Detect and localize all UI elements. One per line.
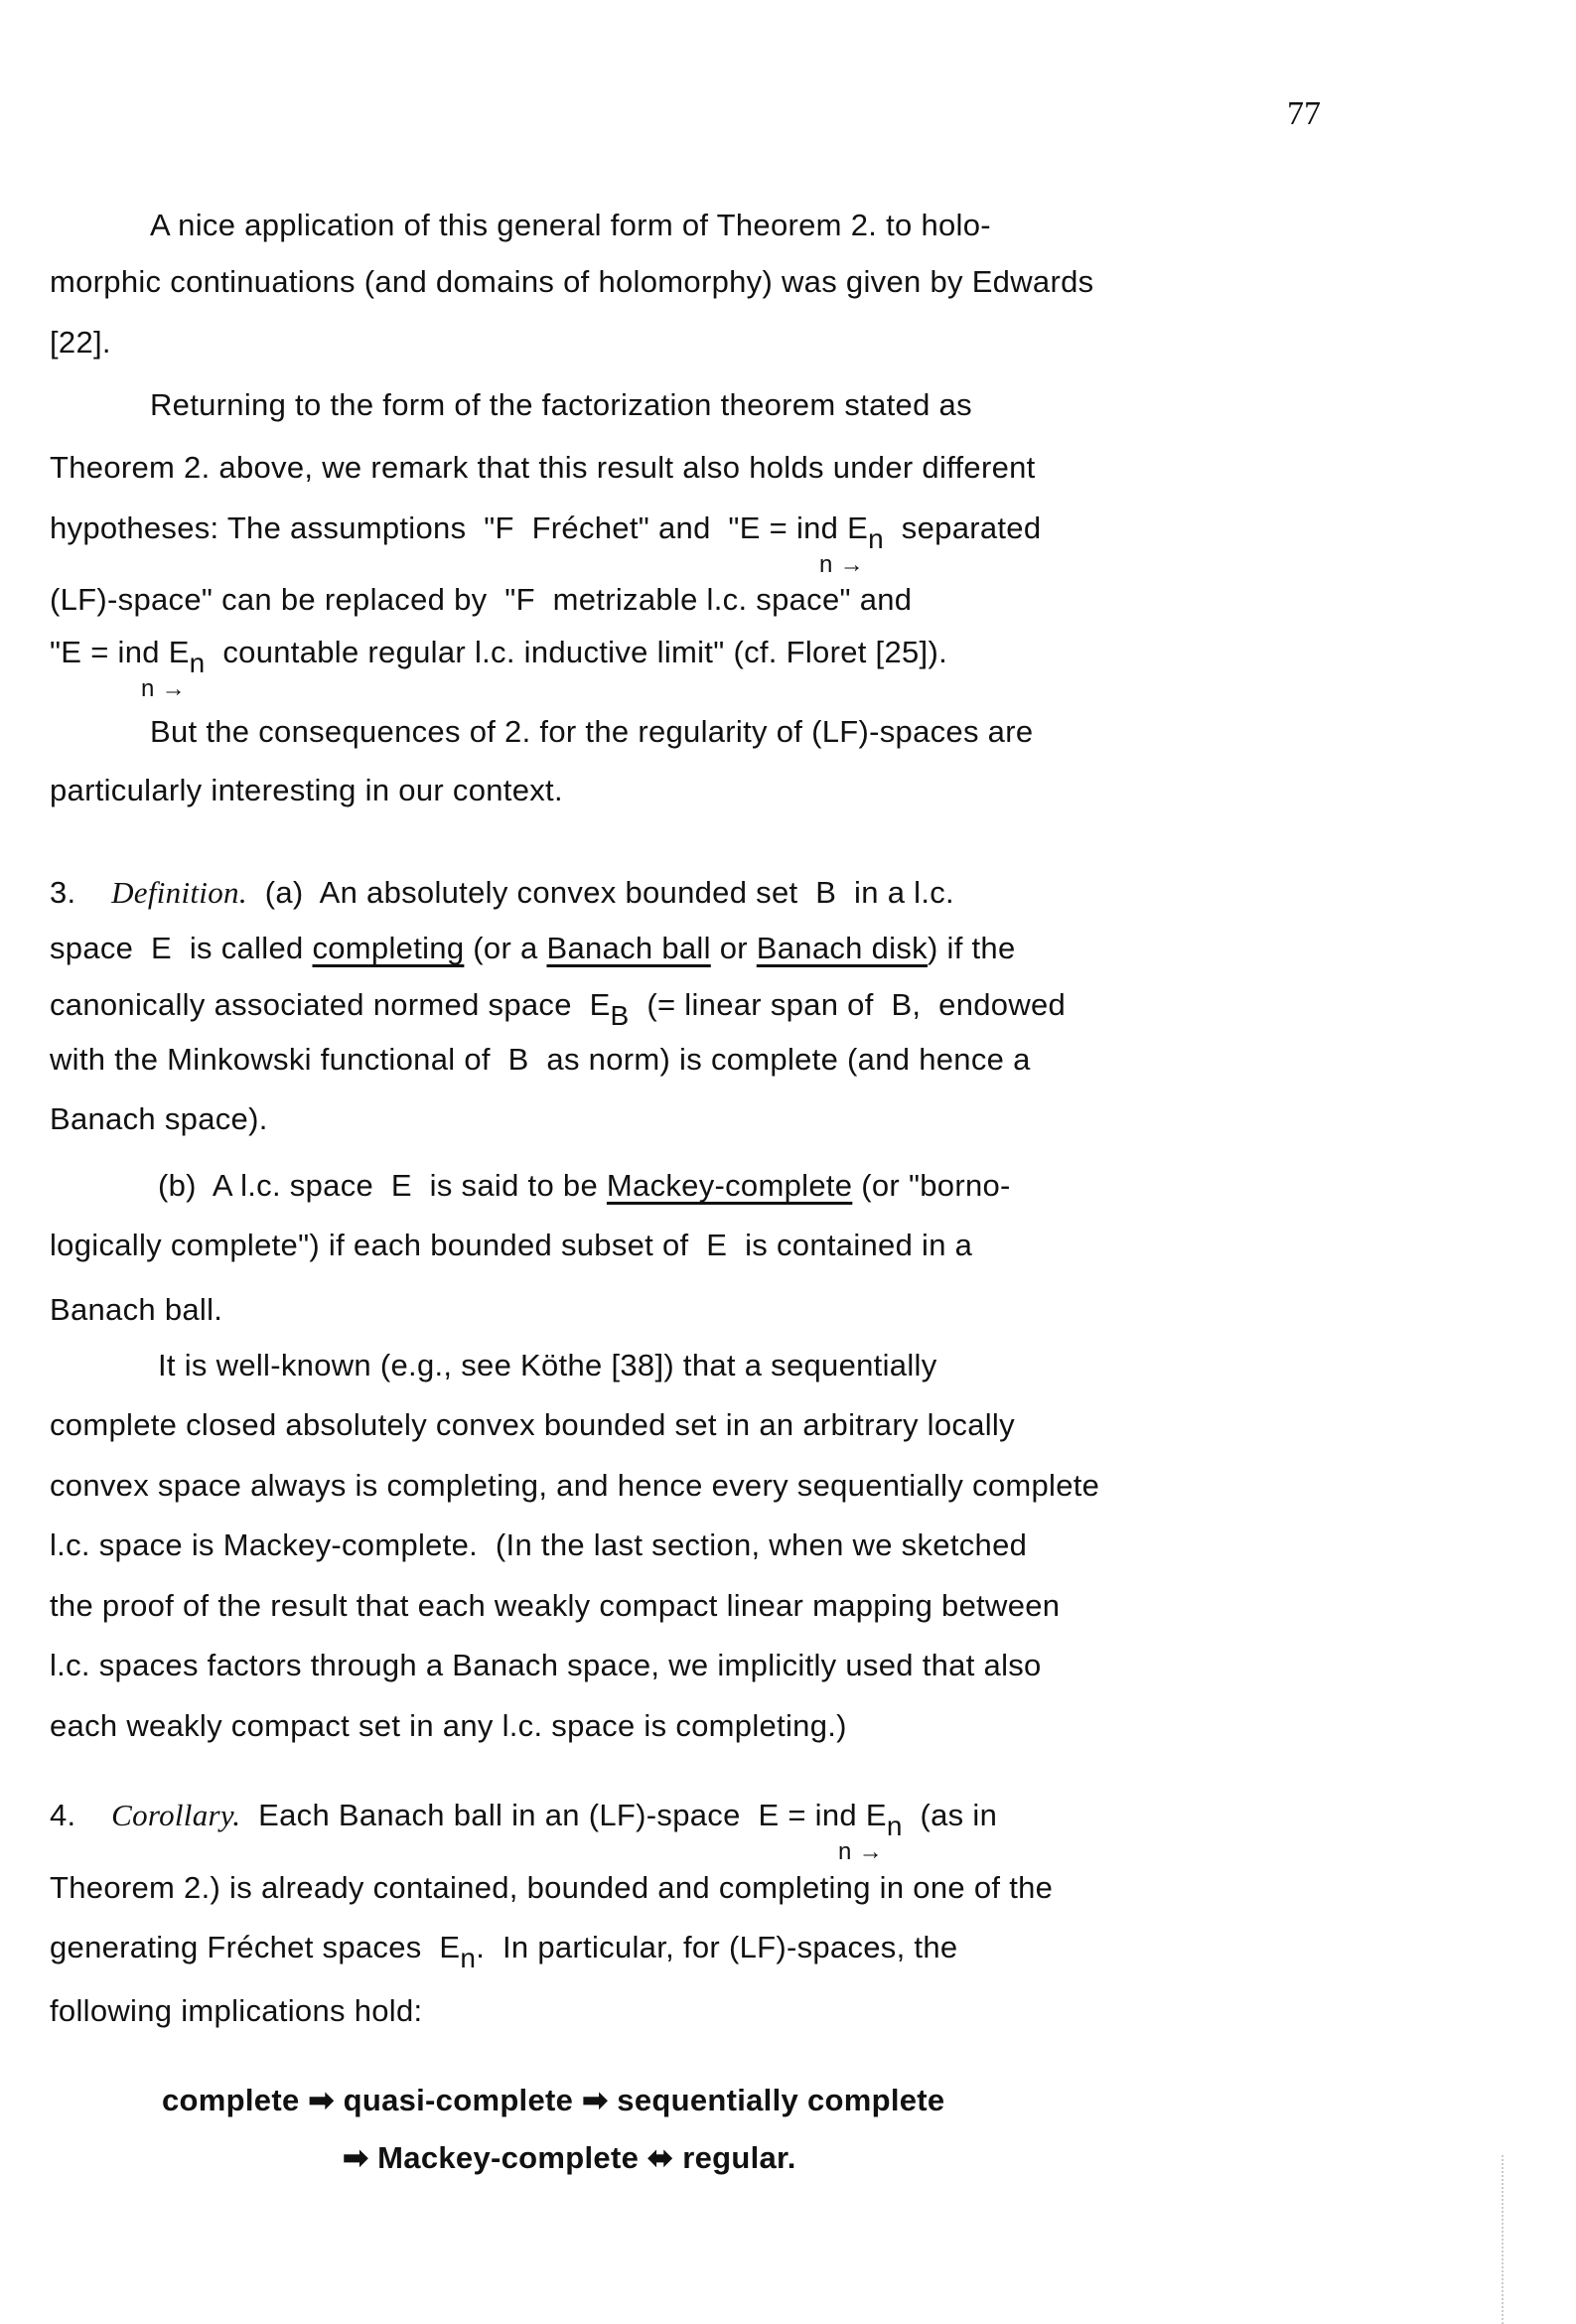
- limit-subscript: n →: [838, 1838, 883, 1865]
- text-segment: Banach ball.: [50, 1292, 223, 1327]
- text-segment: (= linear span of B, endowed: [629, 987, 1067, 1022]
- text-segment: particularly interesting in our context.: [50, 773, 563, 807]
- text-segment: countable regular l.c. inductive limit" (cf. Floret [25]).: [205, 635, 947, 669]
- text-segment: generating Fréchet spaces E: [50, 1930, 461, 1964]
- text-segment: ) if the: [927, 931, 1016, 965]
- section-heading: Definition.: [111, 875, 247, 910]
- text-line: [50, 510, 1042, 578]
- text-segment: l.c. space is Mackey-complete. (In the last section, when we sketched: [50, 1527, 1028, 1562]
- text-line: [50, 635, 947, 702]
- text-segment: logically complete") if each bounded subset of E is contained in a: [50, 1228, 973, 1262]
- text-line: [50, 325, 111, 361]
- text-line: [50, 1228, 972, 1263]
- text-segment: Banach space).: [50, 1101, 268, 1136]
- text-segment: (LF)-space" can be replaced by "F metrizable l.c. space" and: [50, 582, 913, 617]
- text-segment: . In particular, for (LF)-spaces, the: [476, 1930, 958, 1964]
- defined-term: completing: [312, 931, 465, 965]
- text-segment: (or a: [464, 931, 547, 965]
- text-segment: complete closed absolutely convex bounded set in an arbitrary locally: [50, 1407, 1015, 1442]
- text-segment: 4.: [50, 1798, 112, 1832]
- text-line: [50, 1870, 1053, 1906]
- defined-term: Banach disk: [756, 931, 928, 965]
- text-line: [50, 1930, 958, 1973]
- text-segment: canonically associated normed space E: [50, 987, 611, 1022]
- text-segment: the proof of the result that each weakly compact linear mapping between: [50, 1588, 1061, 1623]
- text-line: [50, 1798, 998, 1865]
- implication-chain: ➡ Mackey-complete ⬌ regular.: [343, 2140, 796, 2175]
- text-segment: [22].: [50, 325, 111, 360]
- text-line: [158, 1168, 1011, 1204]
- text-segment: Each Banach ball in an (LF)-space E = ind E: [240, 1798, 887, 1832]
- subscript: n: [868, 523, 884, 554]
- text-line: [50, 773, 563, 808]
- scan-artifact: [1502, 2155, 1505, 2324]
- text-segment: (b) A l.c. space E is said to be: [158, 1168, 607, 1203]
- text-segment: (or "borno-: [852, 1168, 1011, 1203]
- implication-line: [162, 2083, 944, 2118]
- text-line: [150, 387, 972, 423]
- text-line: [50, 450, 1036, 486]
- text-line: [50, 1101, 268, 1137]
- text-segment: (as in: [902, 1798, 998, 1832]
- page-number: 77: [1287, 95, 1321, 132]
- text-line: [50, 1588, 1060, 1624]
- text-line: [50, 1468, 1099, 1504]
- text-segment: It is well-known (e.g., see Köthe [38]) that a sequentially: [158, 1348, 937, 1382]
- text-line: [50, 582, 912, 618]
- text-segment: convex space always is completing, and hence every sequentially complete: [50, 1468, 1100, 1503]
- text-line: [50, 1292, 222, 1328]
- text-line: [150, 714, 1033, 750]
- text-line: [50, 987, 1067, 1031]
- text-line: [50, 875, 954, 911]
- text-segment: space E is called: [50, 931, 313, 965]
- text-segment: or: [710, 931, 757, 965]
- text-line: [158, 1348, 937, 1383]
- text-segment: 3.: [50, 875, 112, 910]
- text-segment: with the Minkowski functional of B as norm) is complete (and hence a: [50, 1042, 1031, 1077]
- section-heading: Corollary.: [111, 1798, 241, 1832]
- text-segment: each weakly compact set in any l.c. space is completing.): [50, 1708, 847, 1743]
- text-segment: A nice application of this general form of Theorem 2. to holo-: [150, 208, 991, 242]
- text-segment: following implications hold:: [50, 1993, 423, 2028]
- implication-chain: complete ➡ quasi-complete ➡ sequentially complete: [162, 2083, 945, 2117]
- text-line: [50, 1708, 847, 1744]
- text-segment: hypotheses: The assumptions "F Fréchet" and "E = ind E: [50, 510, 869, 545]
- text-line: [50, 1993, 422, 2029]
- text-segment: separated: [883, 510, 1042, 545]
- text-segment: "E = ind E: [50, 635, 190, 669]
- text-segment: But the consequences of 2. for the regularity of (LF)-spaces are: [150, 714, 1034, 749]
- subscript: n: [189, 648, 206, 678]
- text-segment: Theorem 2.) is already contained, bounded and completing in one of the: [50, 1870, 1054, 1905]
- text-line: [50, 264, 1093, 300]
- subscript: n: [886, 1811, 903, 1841]
- text-segment: l.c. spaces factors through a Banach space, we implicitly used that also: [50, 1648, 1042, 1682]
- defined-term: Mackey-complete: [606, 1168, 853, 1203]
- text-segment: Theorem 2. above, we remark that this result also holds under different: [50, 450, 1036, 485]
- text-line: [150, 208, 991, 243]
- implication-line: [343, 2140, 796, 2176]
- text-line: [50, 1648, 1042, 1683]
- limit-subscript: n →: [819, 551, 864, 578]
- text-segment: (a) An absolutely convex bounded set B in a l.c.: [246, 875, 954, 910]
- text-segment: morphic continuations (and domains of holomorphy) was given by Edwards: [50, 264, 1094, 299]
- text-line: [50, 931, 1016, 966]
- subscript: n: [460, 1943, 477, 1973]
- text-line: [50, 1407, 1015, 1443]
- text-segment: Returning to the form of the factorization theorem stated as: [150, 387, 972, 422]
- text-line: [50, 1042, 1031, 1078]
- limit-subscript: n →: [141, 675, 186, 702]
- subscript: B: [610, 1000, 630, 1031]
- defined-term: Banach ball: [546, 931, 711, 965]
- text-line: [50, 1527, 1027, 1563]
